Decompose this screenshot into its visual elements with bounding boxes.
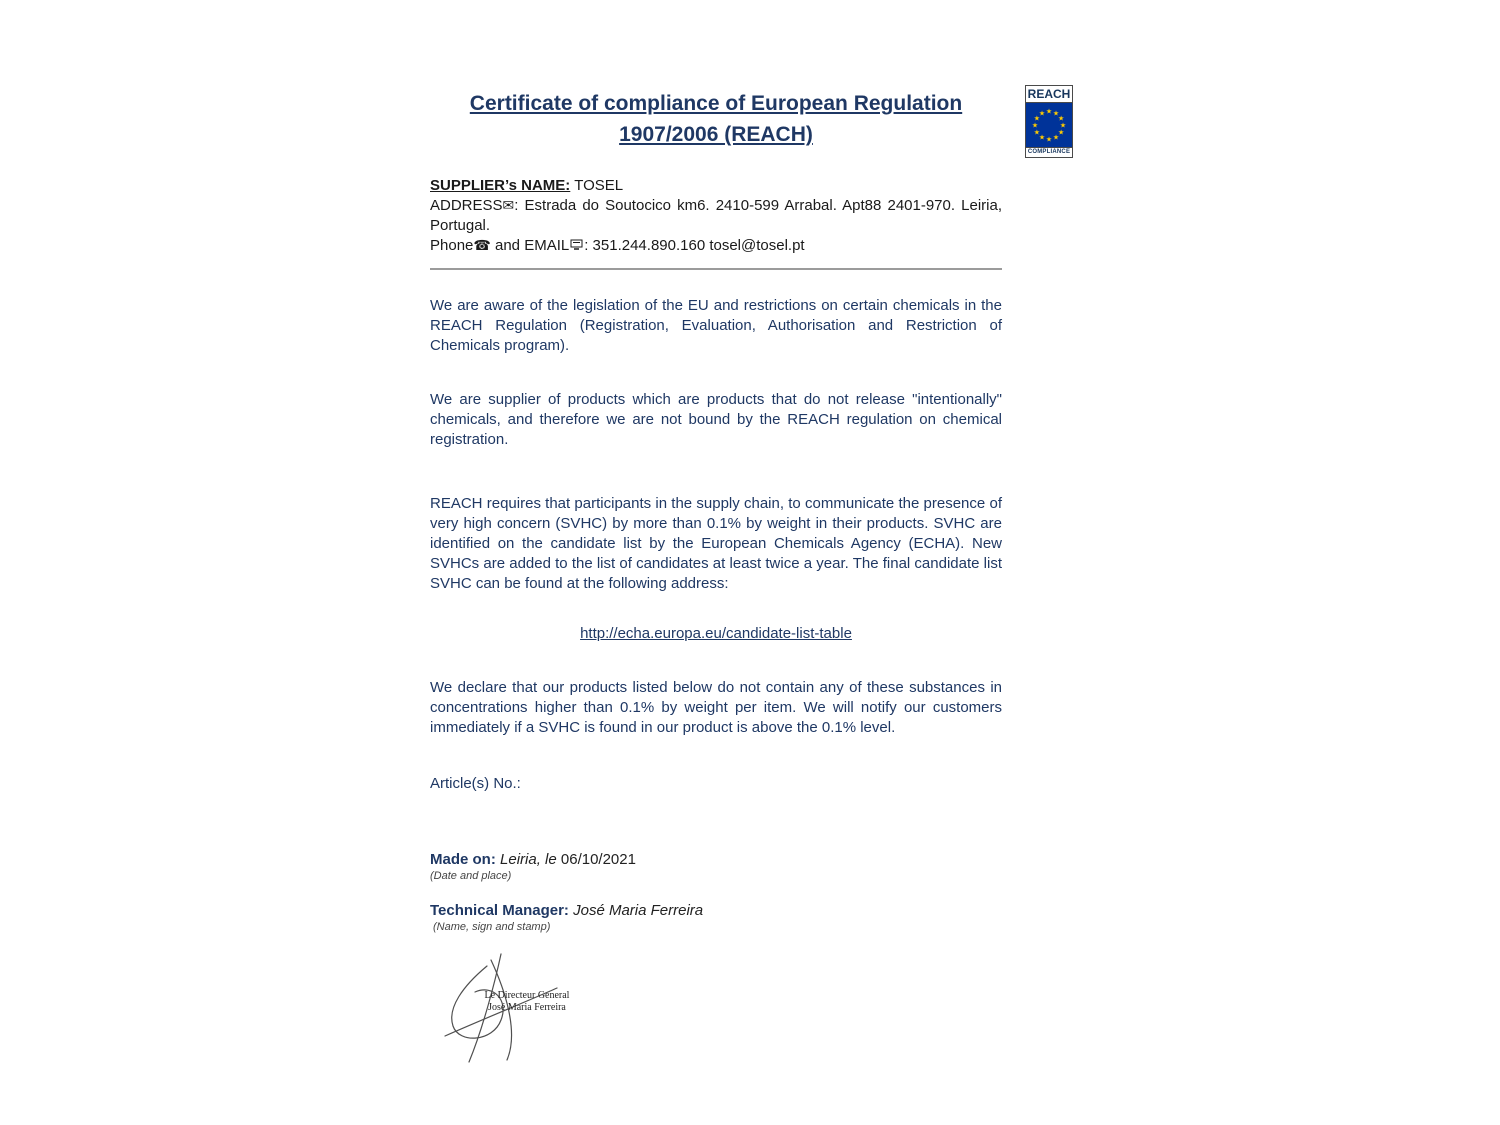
svg-text:★: ★ <box>1045 135 1053 144</box>
header-divider <box>430 268 1002 270</box>
svg-text:★: ★ <box>1038 133 1046 142</box>
svg-text:★: ★ <box>1052 133 1060 142</box>
made-on-place: Leiria, le <box>495 851 557 868</box>
candidate-list-link[interactable]: http://echa.europa.eu/candidate-list-table <box>580 625 852 642</box>
stamp-line1: Le Directeur General <box>484 990 570 1001</box>
svg-text:★: ★ <box>1059 121 1067 130</box>
supplier-phone-label: Phone <box>430 237 474 254</box>
svg-text:★: ★ <box>1031 121 1039 130</box>
supplier-email-label: and EMAIL <box>490 237 570 254</box>
svg-text:★: ★ <box>1038 109 1046 118</box>
supplier-contact-line <box>430 236 1002 256</box>
signature-area <box>435 948 635 1066</box>
supplier-address-label: ADDRESS <box>430 197 503 214</box>
supplier-address-line <box>430 196 1002 236</box>
svg-text:★: ★ <box>1033 128 1041 137</box>
made-on-date: 06/10/2021 <box>556 851 636 868</box>
document-content <box>430 88 1002 1066</box>
candidate-list-link-line <box>430 624 1002 644</box>
svg-text:★: ★ <box>1033 114 1041 123</box>
supplier-name-label: SUPPLIER’s NAME: <box>430 177 571 194</box>
paragraph-declaration: We declare that our products listed below do not contain any of these substances in concentrations higher than 0.1% by weight per item. We will notify our customers immediately if a SVHC is found in our product is above the 0.1% level. <box>430 679 1002 736</box>
made-on-label: Made on: <box>430 851 496 868</box>
page-title-line1: Certificate of compliance of European Regulation <box>469 92 963 115</box>
eu-flag-icon <box>1026 103 1072 147</box>
supplier-contact-value: : 351.244.890.160 tosel@tosel.pt <box>584 237 805 254</box>
supplier-address-value: : Estrada do Soutocico km6. 2410-599 Arrabal. Apt88 2401-970. Leiria, Portugal. <box>430 197 1002 234</box>
paragraph-reach-awareness: We are aware of the legislation of the EU and restrictions on certain chemicals in the REACH Regulation (Registration, Evaluation, Authorisation and Restriction of Chemicals program). <box>430 297 1002 354</box>
reach-compliance-logo <box>1025 85 1073 158</box>
supplier-name-value: TOSEL <box>570 177 624 194</box>
made-on-note: (Date and place) <box>430 870 512 882</box>
page-title-line2: 1907/2006 (REACH) <box>619 123 813 146</box>
envelope-icon: ✉ <box>502 198 515 214</box>
supplier-name-line <box>430 176 1002 196</box>
svg-text:★: ★ <box>1045 107 1053 116</box>
technical-manager-label: Technical Manager: <box>430 902 569 919</box>
stamp-line2: José Maria Ferreira <box>488 1002 566 1013</box>
svg-text:★: ★ <box>1057 114 1065 123</box>
supplier-block <box>430 176 1002 256</box>
paragraph-svhc-requirements: REACH requires that participants in the supply chain, to communicate the presence of very high concern (SVHC) by more than 0.1% by weight in their products. SVHC are identified on the candidate list by the European Chemicals Agency (ECHA). New SVHCs are added to the list of candidates at least twice a year. The final candidate list SVHC can be found at the following address: <box>430 495 1002 592</box>
technical-manager-value: José Maria Ferreira <box>568 902 704 919</box>
paragraph-supplier-statement: We are supplier of products which are products that do not release "intentionally" chemicals, and therefore we are not bound by the REACH regulation on chemical registration. <box>430 391 1002 448</box>
reach-logo-title: REACH <box>1027 87 1071 101</box>
svg-text:★: ★ <box>1052 109 1060 118</box>
stamp-text <box>467 990 587 1014</box>
telephone-icon: ☎ <box>473 238 491 254</box>
svg-text:★: ★ <box>1057 128 1065 137</box>
email-device-icon <box>570 239 583 251</box>
made-on-line <box>430 850 1002 870</box>
technical-manager-line <box>430 901 1002 921</box>
articles-label: Article(s) No.: <box>430 775 521 792</box>
technical-manager-note: (Name, sign and stamp) <box>433 921 551 933</box>
page-title <box>430 88 1002 150</box>
reach-logo-caption: COMPLIANCE <box>1027 149 1071 155</box>
